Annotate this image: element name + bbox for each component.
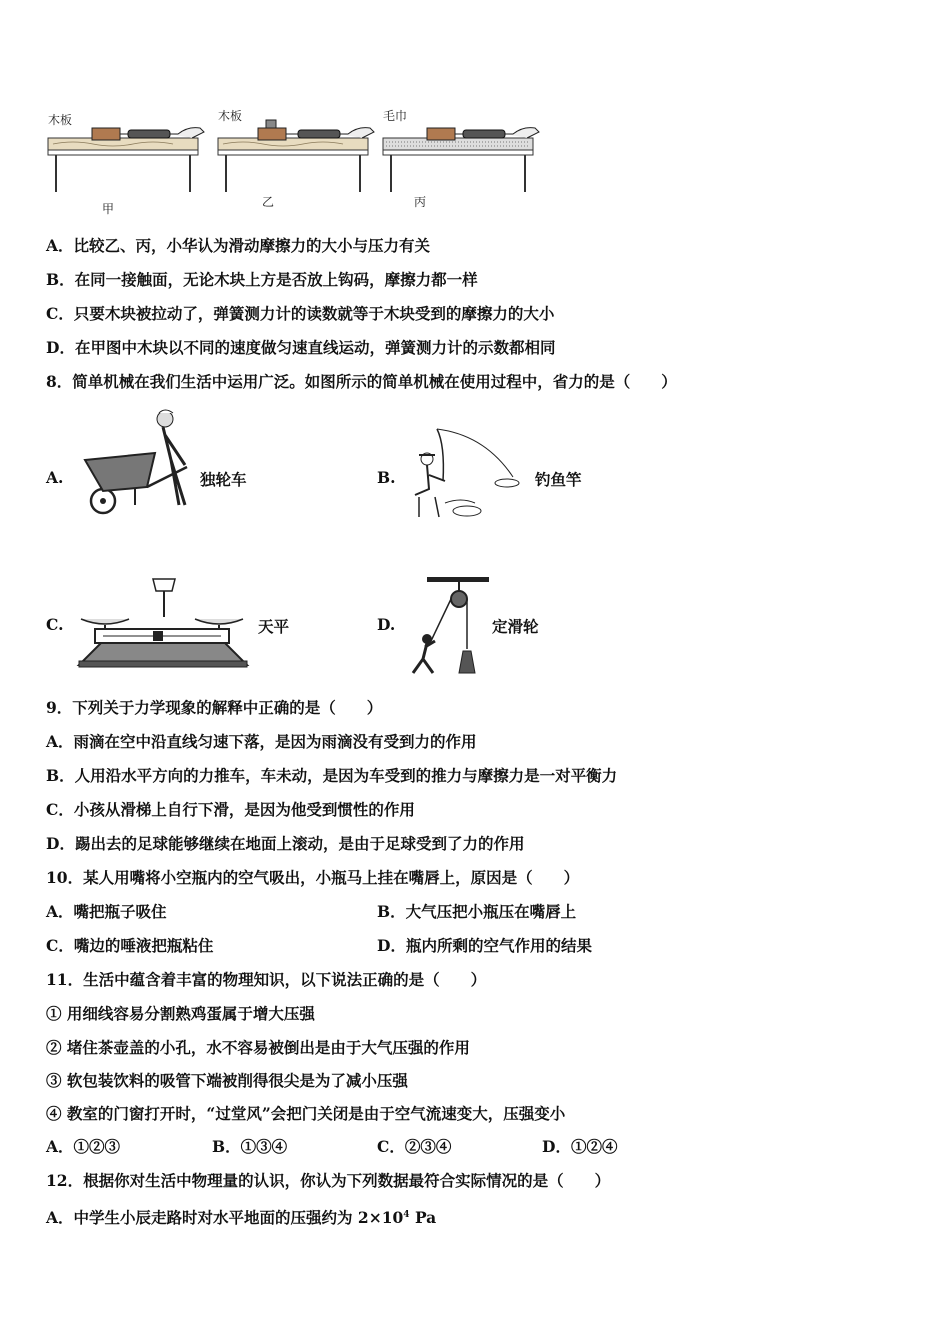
q8-option-d-label: D.: [377, 615, 396, 634]
wheelbarrow-image: [75, 405, 200, 523]
q8-option-b-name: 钓鱼竿: [535, 470, 582, 489]
q10-option-c: C．嘴边的唾液把瓶粘住: [46, 936, 214, 955]
q8-stem: 8．简单机械在我们生活中运用广泛。如图所示的简单机械在使用过程中，省力的是（ ）: [46, 372, 677, 391]
panel-jia: [48, 128, 204, 192]
q8-option-d-name: 定滑轮: [492, 617, 539, 636]
q9-option-b: B．人用沿水平方向的力推车，车未动，是因为车受到的推力与摩擦力是一对平衡力: [46, 766, 618, 785]
panel-jia-caption: 甲: [102, 202, 115, 216]
q11-option-c: C．②③④: [377, 1137, 452, 1156]
panel-yi-surface: 木板: [218, 109, 243, 123]
q11-statement-2: ② 堵住茶壶盖的小孔，水不容易被倒出是由于大气压强的作用: [46, 1038, 470, 1057]
fishing-rod-image: [405, 425, 530, 527]
q9-option-a: A．雨滴在空中沿直线匀速下落，是因为雨滴没有受到力的作用: [46, 732, 477, 751]
q10-stem: 10．某人用嘴将小空瓶内的空气吸出，小瓶马上挂在嘴唇上，原因是（ ）: [46, 868, 580, 887]
q11-statement-3: ③ 软包装饮料的吸管下端被削得很尖是为了减小压强: [46, 1071, 408, 1090]
panel-bing: [383, 128, 539, 192]
panel-bing-caption: 丙: [414, 195, 427, 209]
q8-option-b-label: B.: [377, 468, 396, 487]
q12-option-a-text: A．中学生小辰走路时对水平地面的压强约为 2×10: [46, 1208, 404, 1228]
q11-statement-1: ① 用细线容易分割熟鸡蛋属于增大压强: [46, 1004, 315, 1023]
q9-option-c: C．小孩从滑梯上自行下滑，是因为他受到惯性的作用: [46, 800, 415, 819]
q12-option-a-unit: Pa: [409, 1208, 437, 1228]
q7-option-c: C．只要木块被拉动了，弹簧测力计的读数就等于木块受到的摩擦力的大小: [46, 304, 555, 323]
q7-option-b: B．在同一接触面，无论木块上方是否放上钩码，摩擦力都一样: [46, 270, 478, 289]
friction-experiment-drawing: [40, 100, 560, 220]
q12-option-a: [46, 1205, 436, 1228]
q10-option-d: D．瓶内所剩的空气作用的结果: [377, 936, 592, 955]
q10-option-b: B．大气压把小瓶压在嘴唇上: [377, 902, 577, 921]
panel-yi-caption: 乙: [262, 195, 275, 209]
q12-option-a-exponent: 4: [403, 1210, 410, 1220]
q11-option-a: A．①②③: [46, 1137, 121, 1156]
q9-option-d: D．踢出去的足球能够继续在地面上滚动，是由于足球受到了力的作用: [46, 834, 525, 853]
q11-statement-4: ④ 教室的门窗打开时，“过堂风”会把门关闭是由于空气流速变大，压强变小: [46, 1104, 566, 1123]
q11-option-d: D．①②④: [542, 1137, 618, 1156]
q9-stem: 9．下列关于力学现象的解释中正确的是（ ）: [46, 698, 383, 717]
panel-yi: [218, 120, 374, 192]
q11-option-b: B．①③④: [212, 1137, 288, 1156]
q12-stem: 12．根据你对生活中物理量的认识，你认为下列数据最符合实际情况的是（ ）: [46, 1171, 611, 1190]
q11-stem: 11．生活中蕴含着丰富的物理知识，以下说法正确的是（ ）: [46, 970, 487, 989]
fixed-pulley-image: [405, 577, 490, 682]
friction-experiment-figure: [40, 100, 560, 220]
q8-option-c-name: 天平: [258, 617, 290, 636]
q7-option-a: A．比较乙、丙，小华认为滑动摩擦力的大小与压力有关: [46, 236, 431, 255]
q8-option-a-label: A.: [46, 468, 64, 487]
q8-option-c-label: C.: [46, 615, 64, 634]
panel-bing-surface: 毛巾: [383, 109, 408, 123]
balance-scale-image: [75, 577, 250, 672]
q8-option-a-name: 独轮车: [200, 470, 247, 489]
q10-option-a: A．嘴把瓶子吸住: [46, 902, 167, 921]
q7-option-d: D．在甲图中木块以不同的速度做匀速直线运动，弹簧测力计的示数都相同: [46, 338, 556, 357]
panel-jia-surface: 木板: [48, 113, 73, 127]
